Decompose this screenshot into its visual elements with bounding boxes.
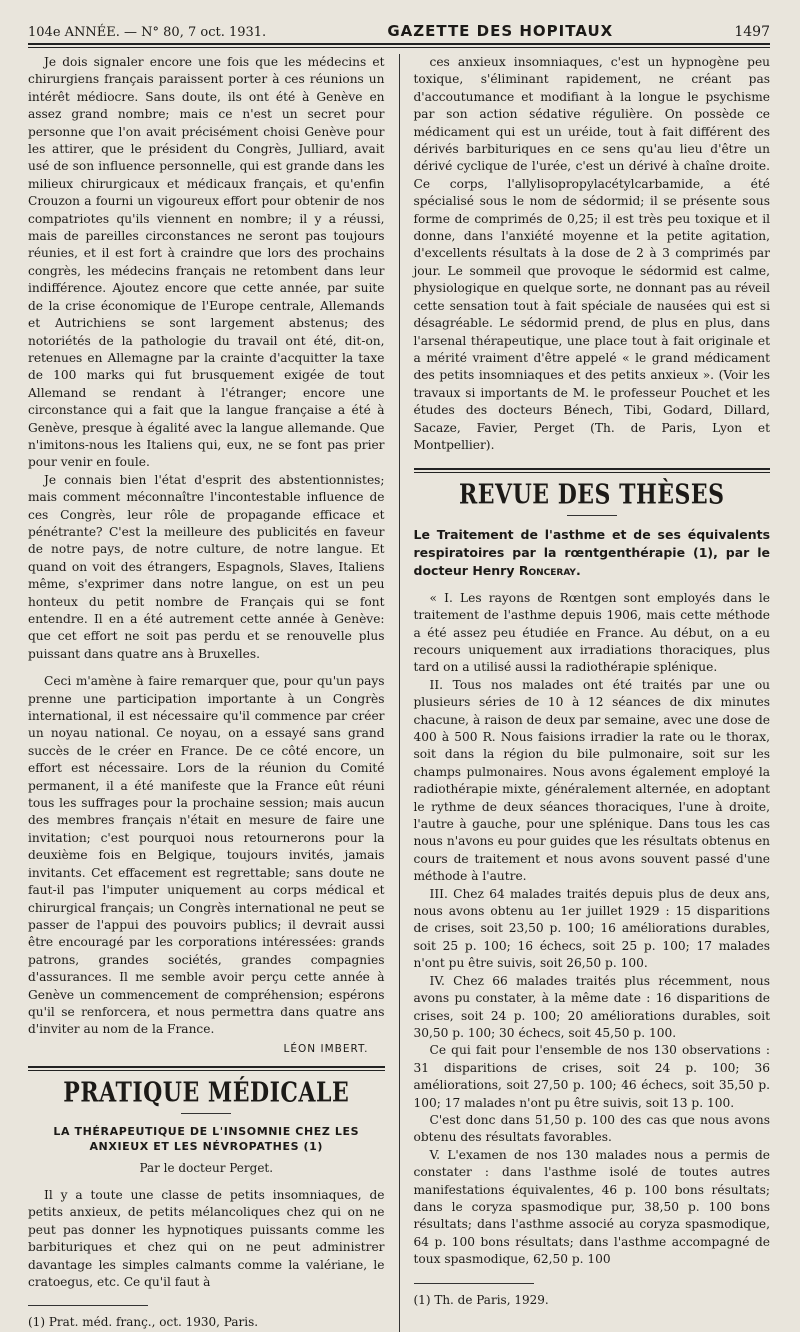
section-title: PRATIQUE MÉDICALE <box>63 1076 350 1110</box>
paragraph: IV. Chez 66 malades traités plus récemment, nous avons pu constater, à la même date : 16 disparitions de crises, soit 24 p. 100; 20 améliorations durables, soit 30,50 p. 100; 30 échecs, soit 45,50 p. 100. <box>413 973 771 1040</box>
paragraph: Ce qui fait pour l'ensemble de nos 130 observations : 31 disparitions de crises, soit 24 p. 100; 36 améliorations, soit 27,50 p. 100; 46 échecs, soit 35,50 p. 100; 17 malades n'ont pu être suivis, soit 13 p. 100. <box>413 1043 771 1110</box>
column-divider <box>399 54 400 1332</box>
thesis-author: Ronceray. <box>518 562 581 578</box>
short-rule <box>181 1113 231 1114</box>
article-title: LA THÉRAPEUTIQUE DE L'INSOMNIE CHEZ LES ANXIEUX ET LES NÉVROPATHES (1) <box>53 1124 360 1153</box>
paragraph: ces anxieux insomniaques, c'est un hypnogène peu toxique, s'éliminant rapidement, ne créant pas d'accoutumance et modifiant à la longue le psychisme par son action sédative régulière. On possède ce médicament qui est un uréide, tout à fait différent des dérivés barbituriques en ce sens qu'au lieu d'être un dérivé cyclique de l'urée, c'est un dérivé à chaîne droite. Ce corps, l'allylisopropylacétylcarbamide, a été spécialisé sous le nom de sédormid; il se présente sous forme de comprimés de 0,25; il est très peu toxique et il donne, dans l'anxiété moyenne et la petite agitation, d'excellents résultats à la dose de 2 à 3 comprimés par jour. Le sommeil que provoque le sédormid est calme, physiologique en quelque sorte, ne donnant pas au réveil cette sensation tout à fait spéciale de nausées qui est si désagréable. Le sédormid prend, de plus en plus, dans l'arsenal thérapeutique, une place tout à fait originale et a mérité vraiment d'être appelé « le grand médicament des petits insomniaques et des petits anxieux ». (Voir les travaux si importants de M. le professeur Pouchet et les études des docteurs Bénech, Tibi, Godard, Dillard, Sacaze, Favier, Perget (Th. de Paris, Lyon et Montpellier). <box>413 55 771 452</box>
right-column <box>414 54 771 1332</box>
footnote: (1) Th. de Paris, 1929. <box>413 1292 549 1307</box>
footnote-rule <box>28 1305 148 1306</box>
paragraph: Je dois signaler encore une fois que les médecins et chirurgiens français paraissent porter à ces réunions un intérêt médiocre. Sans doute, ils ont été à Genève en assez grand nombre; mais ce n'est un secret pour personne que l'on avait précisément choisi Genève pour les attirer, que le président du Congrès, Julliard, avait usé de son influence personnelle, qui est grande dans les milieux chirurgicaux et médicaux français, et qu'enfin Crouzon a fourni un vigoureux effort pour obtenir de nos compatriotes qu'ils viennent en nombre; il y a réussi, mais de pareilles circonstances ne seront pas toujours réunies, et il est fort à craindre que lors des prochains congrès, les médecins français ne retombent dans leur indifférence. Ajoutez encore que cette année, par suite de la crise économique de l'Europe centrale, Allemands et Autrichiens se sont largement abstenus; des notoriétés de la pathologie du travail ont été, dit-on, retenues en Allemagne par la crainte d'acquitter la taxe de 100 marks qui fut brusquement exigée de tout Allemand se rendant à l'étranger; encore une circonstance qui a fait que la langue française a été à Genève, presque à égalité avec la langue allemande. Que n'imitons-nous les Italiens qui, eux, ne se font pas prier pour venir en foule. <box>28 55 385 470</box>
paragraph: III. Chez 64 malades traités depuis plus de deux ans, nous avons obtenu au 1er juillet 1929 : 15 disparitions de crises, soit 23,50 p. 100; 16 améliorations durables, soit 25 p. 100; 16 échecs, soit 25 p. 100; 17 malades n'ont pu être suivis, soit 26,50 p. 100. <box>413 886 771 971</box>
paragraph: C'est donc dans 51,50 p. 100 des cas que nous avons obtenu des résultats favorables. <box>413 1112 771 1145</box>
paragraph: II. Tous nos malades ont été traités par une ou plusieurs séries de 10 à 12 séances de dix minutes chacune, à raison de deux par semaine, avec une dose de 400 à 500 R. Nous faisions irradier la rate ou le thorax, soit dans la région du bile pulmonaire, soit sur les champs pulmonaires. Nous avons également employé la radiothérapie mixte, généralement alternée, en adoptant le rythme de deux séances thoraciques, l'une à droite, l'autre à gauche, pour une splénique. Dans tous les cas nous n'avons eu pour guides que les résultats obtenus en cours de traitement et nous avons souvent passé d'une méthode à l'autre. <box>413 677 771 884</box>
short-rule <box>567 515 617 516</box>
page-header <box>28 18 770 40</box>
footnote: (1) Prat. méd. franç., oct. 1930, Paris. <box>28 1315 259 1330</box>
paragraph: Ceci m'amène à faire remarquer que, pour qu'un pays prenne une participation importante à un Congrès international, il est nécessaire qu'il commence par créer un noyau national. Ce noyau, on a essayé sans grand succès de le créer en France. De ce côté encore, un effort est nécessaire. Lors de la réunion du Comité permanent, il a été manifeste que la France eût réuni tous les suffrages pour la prochaine session; mais aucun des membres français n'était en mesure de faire une invitation; c'est pourquoi nous retournerons pour la deuxième fois en Belgique, toujours invités, jamais invitants. Cet effacement est regrettable; sans doute ne faut-il pas l'imputer uniquement au corps médical et chirurgical français; un Congrès international ne peut se passer de l'appui des pouvoirs publics; il devrait aussi être encouragé par les corporations intéressées: grands patrons, grandes sociétés, grandes compagnies d'assurances. Il me semble avoir perçu cette année à Genève un commencement de compréhension; espérons qu'il se renforcera, et nous permettra dans quatre ans d'inviter au nom de la France. <box>28 674 385 1037</box>
page-number: 1497 <box>734 24 770 40</box>
section-title: REVUE DES THÈSES <box>458 478 725 512</box>
header-rule <box>28 43 770 48</box>
paragraph: Il y a toute une classe de petits insomniaques, de petits anxieux, de petits mélancoliques chez qui on ne peut pas donner les hypnotiques puissants comme les barbituriques et chez qui on ne peut administrer davantage les simples calmants comme la valériane, le cratoegus, etc. Ce qu'il faut à <box>28 1187 385 1289</box>
section-rule <box>414 468 771 473</box>
paragraph: V. L'examen de nos 130 malades nous a permis de constater : dans l'asthme isolé de toutes autres manifestations équivalentes, 46 p. 100 bons résultats; dans le coryza spasmodique pur, 38,50 p. 100 bons résultats; dans l'asthme associé au coryza spasmodique, 64 p. 100 bons résultats; dans l'asthme accompagné de toux spasmodique, 62,50 p. 100 <box>413 1147 771 1267</box>
footnote-rule <box>414 1283 534 1284</box>
thesis-title <box>414 526 771 580</box>
columns <box>28 54 770 1332</box>
paragraph: Je connais bien l'état d'esprit des abstentionnistes; mais comment méconnaître l'incontestable influence de ces Congrès, leur rôle de propagande efficace et pénétrante? C'est la meilleure des publicités en faveur de notre pays, de notre culture, de notre langue. Et quand on voit des étrangers, Espagnols, Slaves, Italiens même, s'exprimer dans notre langue, on est un peu honteux du petit nombre de Français qui se font entendre. Il en a été autrement cette année à Genève: que cet effort ne soit pas perdu et se renouvelle plus puissant dans quatre ans à Bruxelles. <box>28 472 385 661</box>
article-author: Par le docteur Perget. <box>139 1160 274 1175</box>
paragraph: « I. Les rayons de Rœntgen sont employés dans le traitement de l'asthme depuis 1906, mais cette méthode a été assez peu étudiée en France. Au début, on a eu recours uniquement aux irradiations thoraciques, plus tard on a utilisé aussi la radiothérapie splénique. <box>413 590 771 675</box>
section-rule <box>28 1066 385 1071</box>
journal-title: GAZETTE DES HOPITAUX <box>387 22 614 40</box>
signature: LÉON IMBERT. <box>283 1042 369 1055</box>
left-column <box>28 54 385 1332</box>
issue-info: 104e ANNÉE. — N° 80, 7 oct. 1931. <box>28 25 267 40</box>
thesis-title-text: Le Traitement de l'asthme et de ses équivalents respiratoires par la rœntgenthérapie (1), par le docteur Henry <box>413 526 771 578</box>
